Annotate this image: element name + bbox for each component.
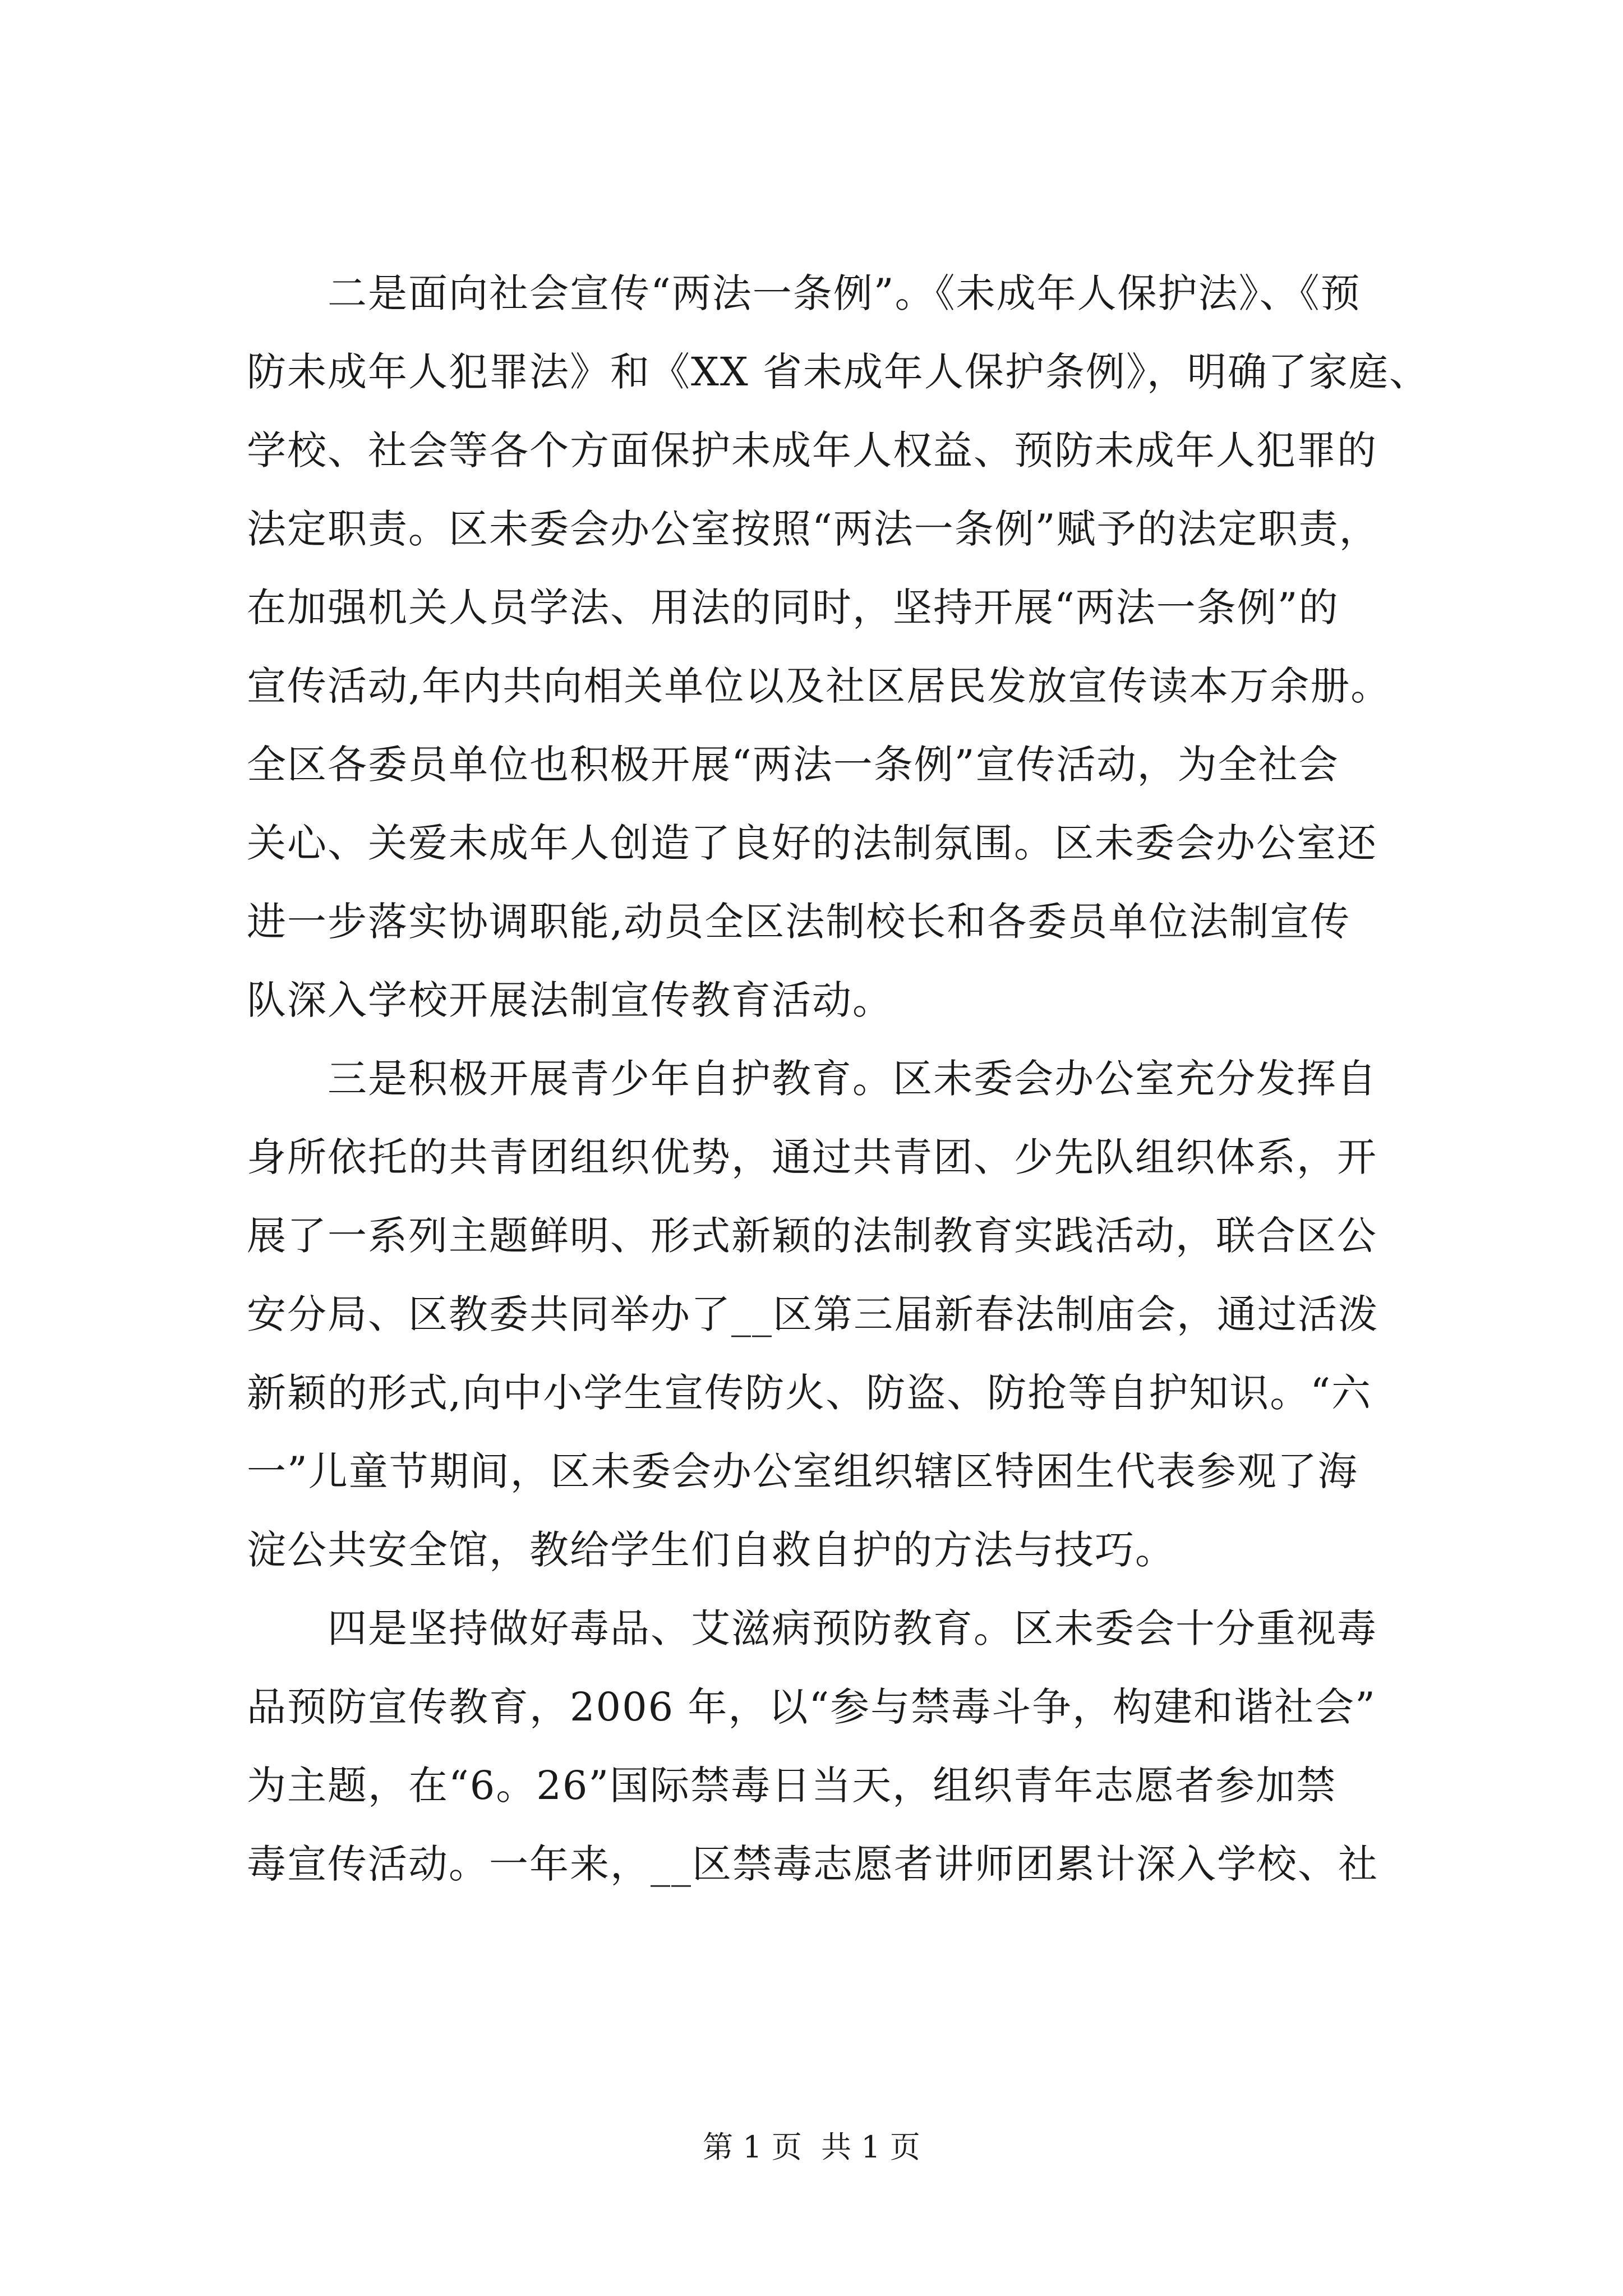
text-line: 宣传活动,年内共向相关单位以及社区居民发放宣传读本万余册。 — [247, 663, 1391, 709]
text-line: 展了一系列主题鲜明、形式新颖的法制教育实践活动，联合区公 — [247, 1213, 1377, 1259]
text-line: 在加强机关人员学法、用法的同时，坚持开展“两法一条例”的 — [247, 585, 1339, 631]
text-line: 为主题，在“6。26”国际禁毒日当天，组织青年志愿者参加禁 — [247, 1763, 1337, 1809]
text-line: 新颖的形式,向中小学生宣传防火、防盗、防抢等自护知识。“六 — [247, 1370, 1372, 1416]
text-line: 一”儿童节期间，区未委会办公室组织辖区特困生代表参观了海 — [247, 1448, 1358, 1494]
text-line: 进一步落实协调职能,动员全区法制校长和各委员单位法制宣传 — [247, 899, 1351, 945]
text-line: 淀公共安全馆，教给学生们自救自护的方法与技巧。 — [247, 1527, 1175, 1573]
text-line: 队深入学校开展法制宣传教育活动。 — [247, 977, 893, 1023]
text-line: 学校、社会等各个方面保护未成年人权益、预防未成年人犯罪的 — [247, 427, 1377, 473]
text-line: 法定职责。区未委会办公室按照“两法一条例”赋予的法定职责， — [247, 506, 1380, 552]
text-line: 安分局、区教委共同举办了__区第三届新春法制庙会，通过活泼 — [247, 1291, 1378, 1337]
text-line: 四是坚持做好毒品、艾滋病预防教育。区未委会十分重视毒 — [247, 1605, 1377, 1651]
text-line: 关心、关爱未成年人创造了良好的法制氛围。区未委会办公室还 — [247, 820, 1377, 866]
text-line: 二是面向社会宣传“两法一条例”。《未成年人保护法》、《预 — [247, 270, 1361, 316]
text-line: 三是积极开展青少年自护教育。区未委会办公室充分发挥自 — [247, 1056, 1377, 1102]
text-line: 毒宣传活动。一年来，__区禁毒志愿者讲师团累计深入学校、社 — [247, 1841, 1378, 1887]
text-line: 身所依托的共青团组织优势，通过共青团、少先队组织体系，开 — [247, 1134, 1377, 1180]
text-line: 防未成年人犯罪法》和《XX 省未成年人保护条例》，明确了家庭、 — [247, 349, 1430, 395]
page-number-footer: 第 1 页 共 1 页 — [703, 2129, 920, 2165]
text-line: 全区各委员单位也积极开展“两法一条例”宣传活动，为全社会 — [247, 742, 1339, 788]
text-line: 品预防宣传教育，2006 年，以“参与禁毒斗争，构建和谐社会” — [247, 1684, 1376, 1730]
